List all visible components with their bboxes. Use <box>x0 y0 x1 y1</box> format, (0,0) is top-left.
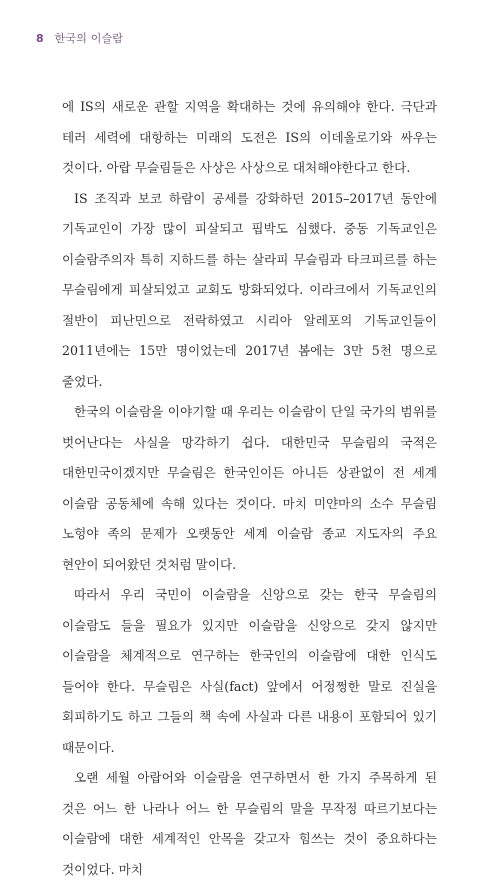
body-text <box>62 92 437 885</box>
paragraph-4: 따라서 우리 국민이 이슬람을 신앙으로 갖는 한국 무슬림의 이슬람도 들을 필요가 있지만 이슬람을 신앙으로 갖지 않지만 이슬람을 체계적으로 연구하는 한국인의 이슬람에 대한 인식도 들어야 한다. 무슬림은 사실(fact) 앞에서 어정쩡한 말로 진실을 회피하기도 하고 그들의 책 속에 사실과 다른 내용이 포함되어 있기 때문이다. <box>62 587 437 755</box>
page-number: 8 <box>36 32 44 45</box>
paragraph-1: 에 IS의 새로운 관할 지역을 확대하는 것에 유의해야 한다. 극단과 테러 세력에 대항하는 미래의 도전은 IS의 이데올로기와 싸우는 것이다. 아랍 무슬림들은 사상은 사상으로 대처해야한다고 한다. <box>62 99 437 175</box>
paragraph-5: 오랜 세월 아랍어와 이슬람을 연구하면서 한 가지 주목하게 된 것은 어느 한 나라나 어느 한 무슬림의 말을 무작정 따르기보다는 이슬람에 대한 세계적인 안목을 갖고자 힘쓰는 것이 중요하다는 것이었다. 마치 <box>62 770 437 877</box>
running-header-title: 한국의 이슬람 <box>54 32 124 45</box>
paragraph-3: 한국의 이슬람을 이야기할 때 우리는 이슬람이 단일 국가의 범위를 벗어난다는 사실을 망각하기 쉽다. 대한민국 무슬림의 국적은 대한민국이겠지만 무슬림은 한국인이든 아니든 상관없이 전 세계 이슬람 공동체에 속해 있다는 것이다. 마치 미얀마의 소수 무슬림 노헝야 족의 문제가 오랫동안 세계 이슬람 종교 지도자의 주요 현안이 되어왔던 것처럼 말이다. <box>62 404 437 572</box>
paragraph-2: IS 조직과 보코 하람이 공세를 강화하던 2015–2017년 동안에 기독교인이 가장 많이 피살되고 핍박도 심했다. 중동 기독교인은 이슬람주의자 특히 지하드를 하는 살라피 무슬림과 타크피르를 하는 무슬림에게 피살되었고 교회도 방화되었다. 이라크에서 기독교인의 절반이 피난민으로 전락하였고 시리아 알레포의 기독교인들이 2011년에는 15만 명이었는데 2017년 봄에는 3만 5천 명으로 줄었다. <box>62 190 437 389</box>
running-header <box>36 30 123 46</box>
